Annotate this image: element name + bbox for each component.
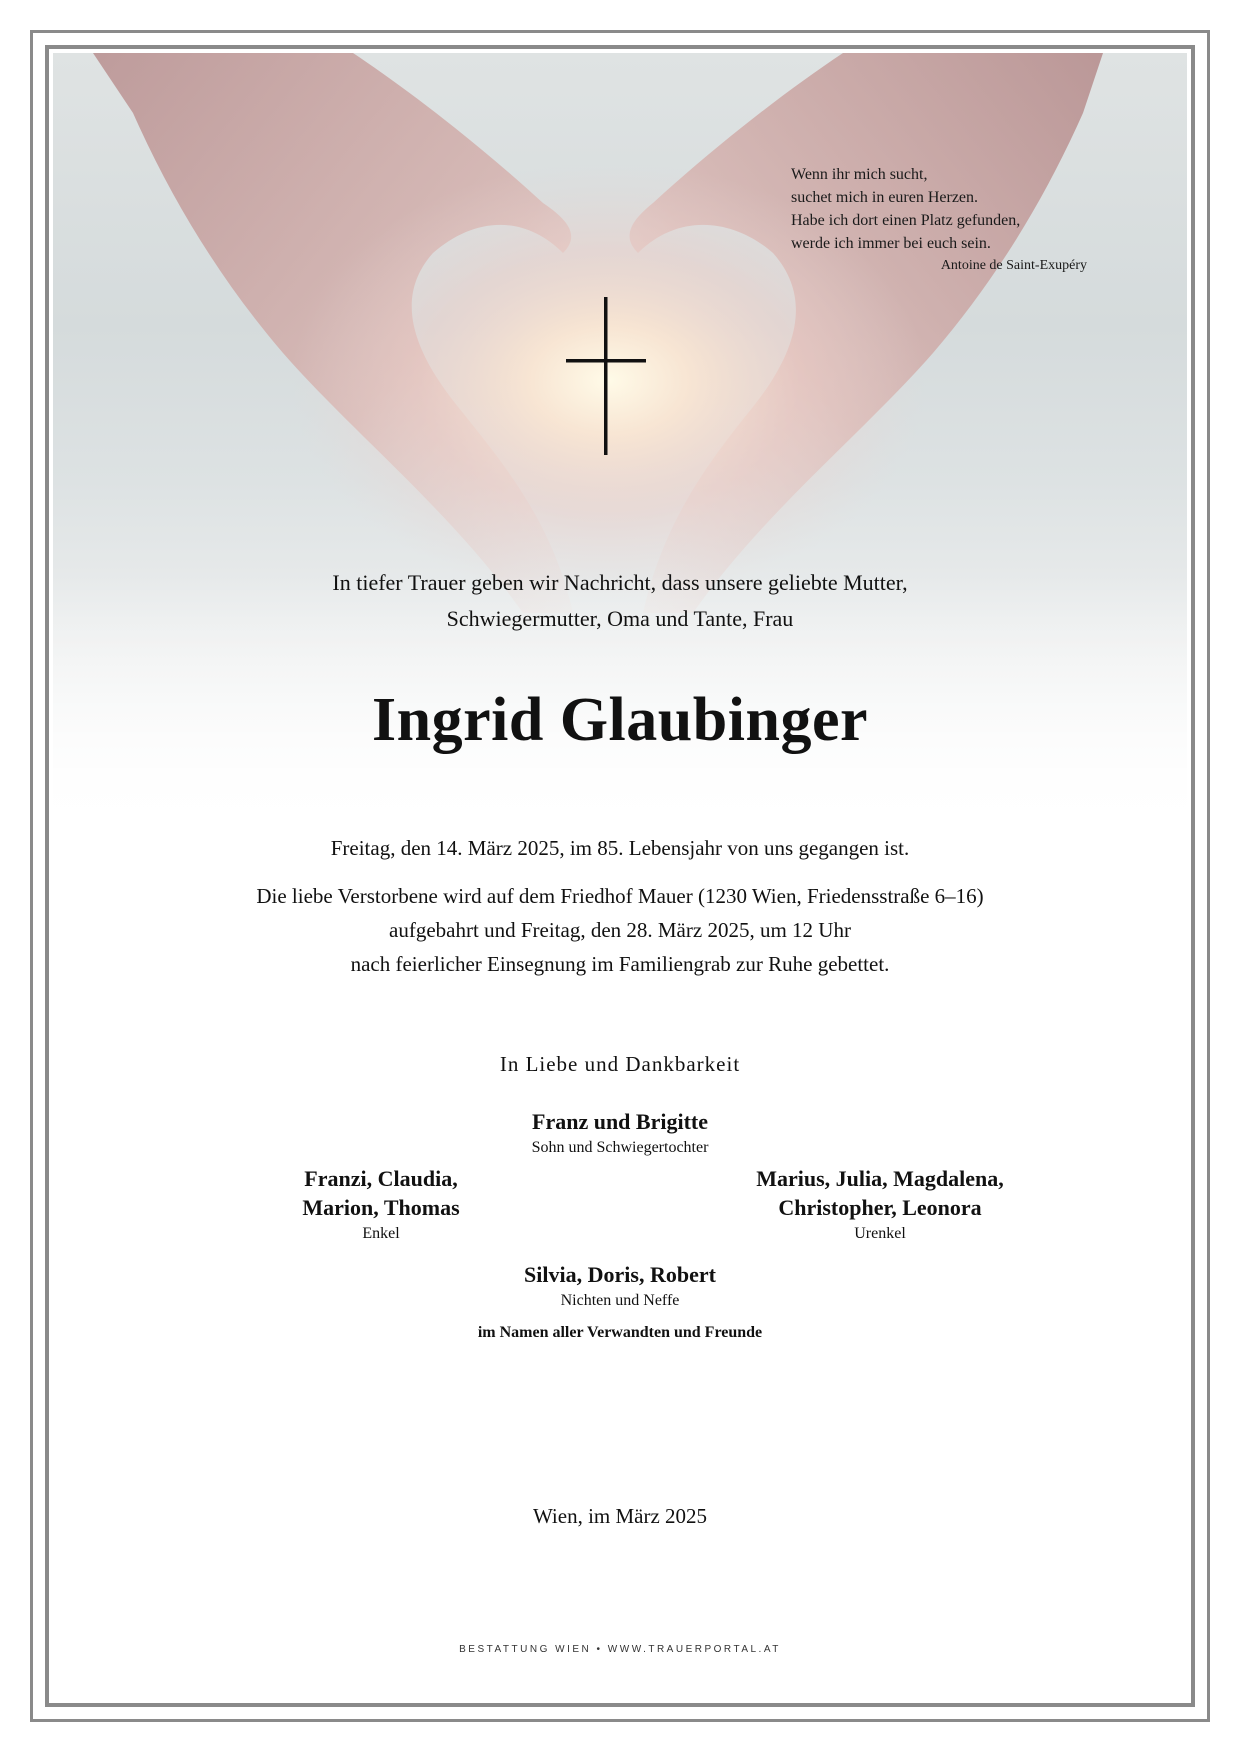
mourner-relation: Nichten und Neffe	[560, 1292, 680, 1309]
mourner-names: Franzi, Claudia,	[304, 1166, 458, 1191]
place-date: Wien, im März 2025	[532, 1504, 708, 1528]
details-line: aufgebahrt und Freitag, den 28. März 2025, um 12 Uhr	[389, 918, 851, 942]
intro-line: Schwiegermutter, Oma und Tante, Frau	[446, 606, 794, 631]
deceased-name: Ingrid Glaubinger	[372, 686, 868, 754]
quote	[791, 163, 1091, 277]
details-line: nach feierlicher Einsegnung im Familiengrab zur Ruhe gebettet.	[350, 952, 890, 976]
quote-author: Antoine de Saint-Exupéry	[940, 258, 1087, 273]
mourner-names: Christopher, Leonora	[778, 1195, 982, 1220]
mourner-group-grandchildren	[221, 1164, 541, 1246]
mourner-names: Marion, Thomas	[302, 1195, 460, 1220]
quote-line: suchet mich in euren Herzen.	[791, 189, 979, 206]
mourner-group-son	[420, 1107, 820, 1160]
mourner-group-great-grandchildren	[680, 1164, 1080, 1246]
quote-line: werde ich immer bei euch sein.	[791, 235, 991, 252]
footer-credit: BESTATTUNG WIEN • WWW.TRAUERPORTAL.AT	[459, 1644, 781, 1655]
details-line: Die liebe Verstorbene wird auf dem Friedhof Mauer (1230 Wien, Friedensstraße 6–16)	[256, 884, 984, 908]
death-date-line: Freitag, den 14. März 2025, im 85. Lebensjahr von uns gegangen ist.	[330, 836, 910, 860]
mourner-names: Franz und Brigitte	[532, 1109, 708, 1134]
obituary-card	[45, 45, 1195, 1707]
mourner-relation: Urenkel	[854, 1225, 906, 1242]
latin-cross-icon	[566, 297, 646, 455]
mourner-names: Silvia, Doris, Robert	[524, 1262, 716, 1287]
quote-line: Habe ich dort einen Platz gefunden,	[791, 212, 1021, 229]
intro-line: In tiefer Trauer geben wir Nachricht, dass unsere geliebte Mutter,	[332, 570, 908, 595]
mourner-group-nieces-nephew	[420, 1260, 820, 1313]
quote-line: Wenn ihr mich sucht,	[791, 166, 928, 183]
mourner-relation: Enkel	[362, 1225, 400, 1242]
mourner-relation: Sohn und Schwiegertochter	[531, 1139, 709, 1156]
mourner-names: Marius, Julia, Magdalena,	[756, 1166, 1004, 1191]
closing-line: im Namen aller Verwandten und Freunde	[477, 1324, 763, 1341]
funeral-details	[49, 879, 1191, 981]
mourners-heading: In Liebe und Dankbarkeit	[499, 1052, 741, 1076]
intro-text	[49, 565, 1191, 637]
